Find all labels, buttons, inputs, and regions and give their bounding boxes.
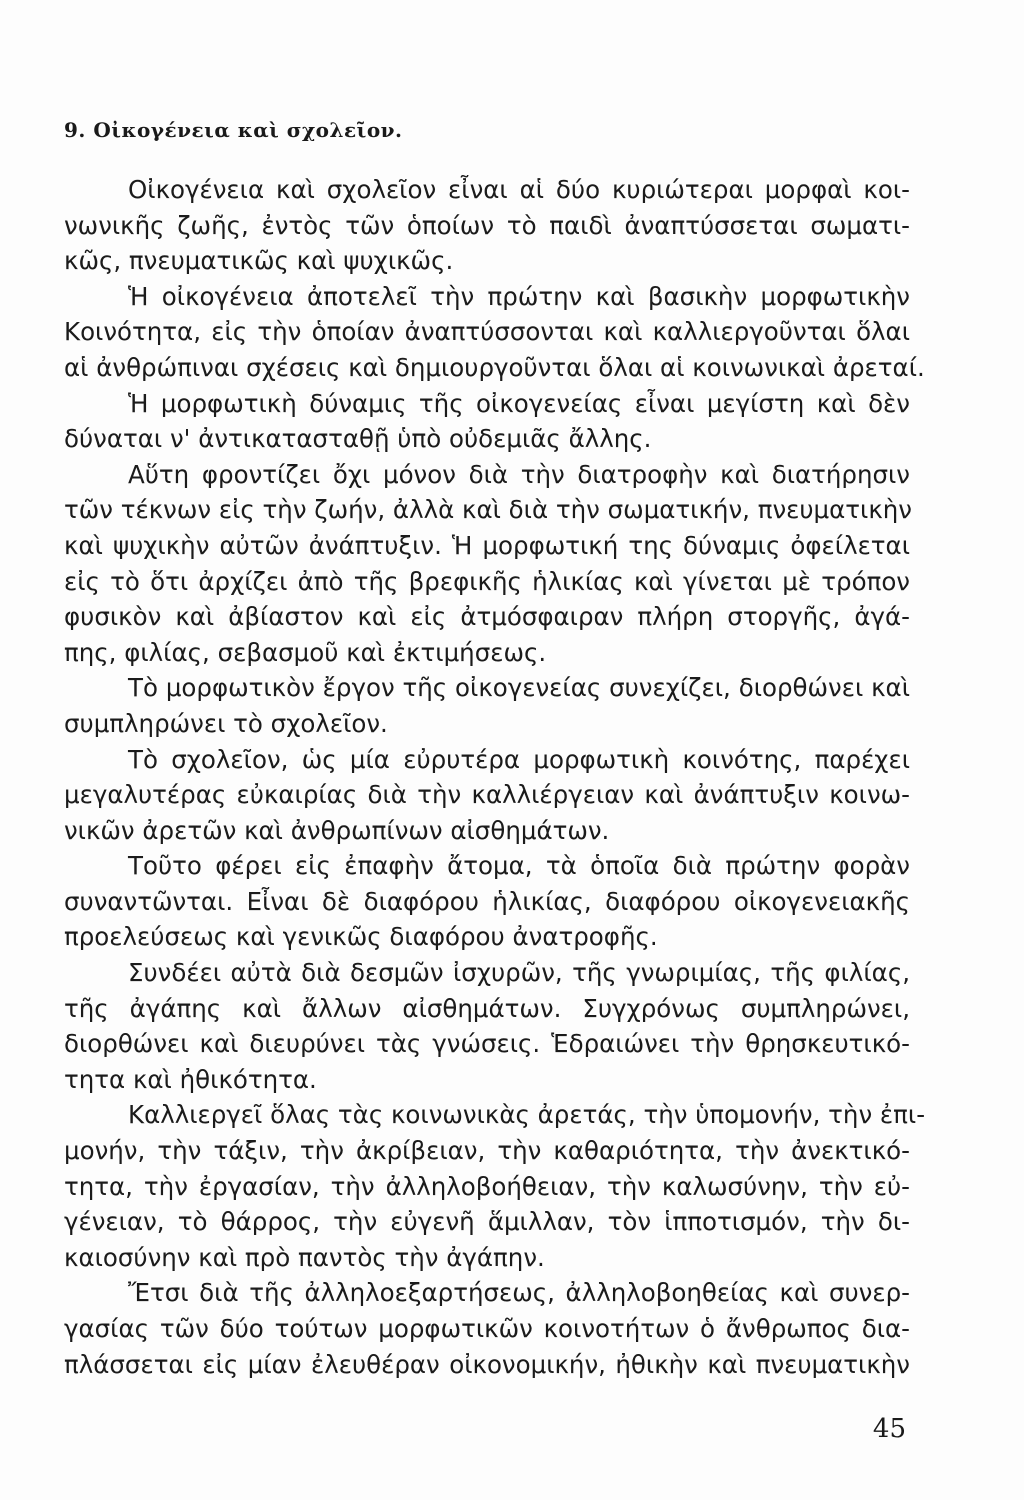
section-number: 9. <box>64 118 86 142</box>
text-line: Ἡ οἰκογένεια ἀποτελεῖ τὴν πρώτην καὶ βασικὴν μορφωτικὴν <box>128 281 910 311</box>
paragraph <box>64 955 910 1097</box>
text-line: τῆς ἀγάπης καὶ ἄλλων αἰσθημάτων. Συγχρόνως συμπληρώνει, <box>64 993 910 1023</box>
text-line: νικῶν ἀρετῶν καὶ ἀνθρωπίνων αἰσθημάτων. <box>64 815 610 845</box>
text-line: τῶν τέκνων εἰς τὴν ζωήν, ἀλλὰ καὶ διὰ τὴν σωματικήν, πνευματικὴν <box>64 495 912 525</box>
section-title: Οἰκογένεια καὶ σχολεῖον. <box>93 118 403 142</box>
text-line: Τὸ σχολεῖον, ὡς μία εὐρυτέρα μορφωτικὴ κοινότης, παρέχει <box>128 744 910 774</box>
text-line: καιοσύνην καὶ πρὸ παντὸς τὴν ἀγάπην. <box>64 1242 545 1272</box>
text-line: τητα καὶ ἠθικότητα. <box>64 1064 317 1094</box>
section-heading <box>64 118 403 142</box>
paragraph <box>64 279 925 386</box>
text-line: γένειαν, τὸ θάρρος, τὴν εὐγενῆ ἅμιλλαν, τὸν ἱπποτισμόν, τὴν δι- <box>64 1207 910 1237</box>
text-line: πλάσσεται εἰς μίαν ἐλευθέραν οἰκονομικήν, ἠθικὴν καὶ πνευματικὴν <box>64 1349 910 1379</box>
paragraph <box>64 457 910 671</box>
paragraph <box>64 1097 926 1275</box>
text-line: τητα, τὴν ἐργασίαν, τὴν ἀλληλοβοήθειαν, τὴν καλωσύνην, τὴν εὐ- <box>64 1171 910 1201</box>
text-line: προελεύσεως καὶ γενικῶς διαφόρου ἀνατροφῆς. <box>64 922 658 952</box>
text-line: δύναται ν' ἀντικατασταθῇ ὑπὸ οὐδεμιᾶς ἄλλης. <box>64 424 652 454</box>
text-line: Ἔτσι διὰ τῆς ἀλληλοεξαρτήσεως, ἀλληλοβοηθείας καὶ συνερ- <box>128 1278 910 1308</box>
paragraph <box>64 670 910 741</box>
text-line: Κοινότητα, εἰς τὴν ὁποίαν ἀναπτύσσονται καὶ καλλιεργοῦνται ὅλαι <box>64 317 910 347</box>
text-line: μεγαλυτέρας εὐκαιρίας διὰ τὴν καλλιέργειαν καὶ ἀνάπτυξιν κοινω- <box>64 780 910 810</box>
text-line: Τοῦτο φέρει εἰς ἐπαφὴν ἄτομα, τὰ ὁποῖα διὰ πρώτην φορὰν <box>128 851 910 881</box>
text-line: κῶς, πνευματικῶς καὶ ψυχικῶς. <box>64 246 454 276</box>
text-line: Ἡ μορφωτικὴ δύναμις τῆς οἰκογενείας εἶναι μεγίστη καὶ δὲν <box>128 388 910 418</box>
text-line: εἰς τὸ ὅτι ἀρχίζει ἀπὸ τῆς βρεφικῆς ἡλικίας καὶ γίνεται μὲ τρόπον <box>64 566 910 596</box>
text-line: Συνδέει αὐτὰ διὰ δεσμῶν ἰσχυρῶν, τῆς γνωριμίας, τῆς φιλίας, <box>128 958 910 988</box>
text-line: νωνικῆς ζωῆς, ἐντὸς τῶν ὁποίων τὸ παιδὶ ἀναπτύσσεται σωματι- <box>64 210 910 240</box>
page-number: 45 <box>872 1414 906 1444</box>
text-line: Αὕτη φροντίζει ὄχι μόνον διὰ τὴν διατροφὴν καὶ διατήρησιν <box>128 459 910 489</box>
paragraph <box>64 742 910 849</box>
paragraph <box>64 848 910 955</box>
text-line: γασίας τῶν δύο τούτων μορφωτικῶν κοινοτήτων ὁ ἄνθρωπος δια- <box>64 1314 910 1343</box>
paragraph <box>64 172 910 279</box>
text-line: Καλλιεργεῖ ὅλας τὰς κοινωνικὰς ἀρετάς, τὴν ὑπομονήν, τὴν ἐπι- <box>128 1100 926 1130</box>
text-line: συναντῶνται. Εἶναι δὲ διαφόρου ἡλικίας, διαφόρου οἰκογενειακῆς <box>64 886 910 916</box>
text-line: καὶ ψυχικὴν αὐτῶν ἀνάπτυξιν. Ἡ μορφωτική της δύναμις ὀφείλεται <box>64 530 910 560</box>
text-line: Τὸ μορφωτικὸν ἔργον τῆς οἰκογενείας συνεχίζει, διορθώνει καὶ <box>128 673 910 703</box>
text-line: πης, φιλίας, σεβασμοῦ καὶ ἐκτιμήσεως. <box>64 637 547 667</box>
text-line: αἱ ἀνθρώπιναι σχέσεις καὶ δημιουργοῦνται ὅλαι αἱ κοινωνικαὶ ἀρεταί. <box>64 352 925 382</box>
paragraph <box>64 386 910 457</box>
text-line: μονήν, τὴν τάξιν, τὴν ἀκρίβειαν, τὴν καθαριότητα, τὴν ἀνεκτικό- <box>64 1136 910 1166</box>
paragraph <box>64 1275 910 1382</box>
text-line: διορθώνει καὶ διευρύνει τὰς γνώσεις. Ἑδραιώνει τὴν θρησκευτικό- <box>64 1029 910 1059</box>
text-line: φυσικὸν καὶ ἀβίαστον καὶ εἰς ἀτμόσφαιραν πλήρη στοργῆς, ἀγά- <box>64 602 910 632</box>
body-text <box>64 172 926 1382</box>
text-line: συμπληρώνει τὸ σχολεῖον. <box>64 708 388 738</box>
text-line: Οἰκογένεια καὶ σχολεῖον εἶναι αἱ δύο κυριώτεραι μορφαὶ κοι- <box>128 175 910 204</box>
